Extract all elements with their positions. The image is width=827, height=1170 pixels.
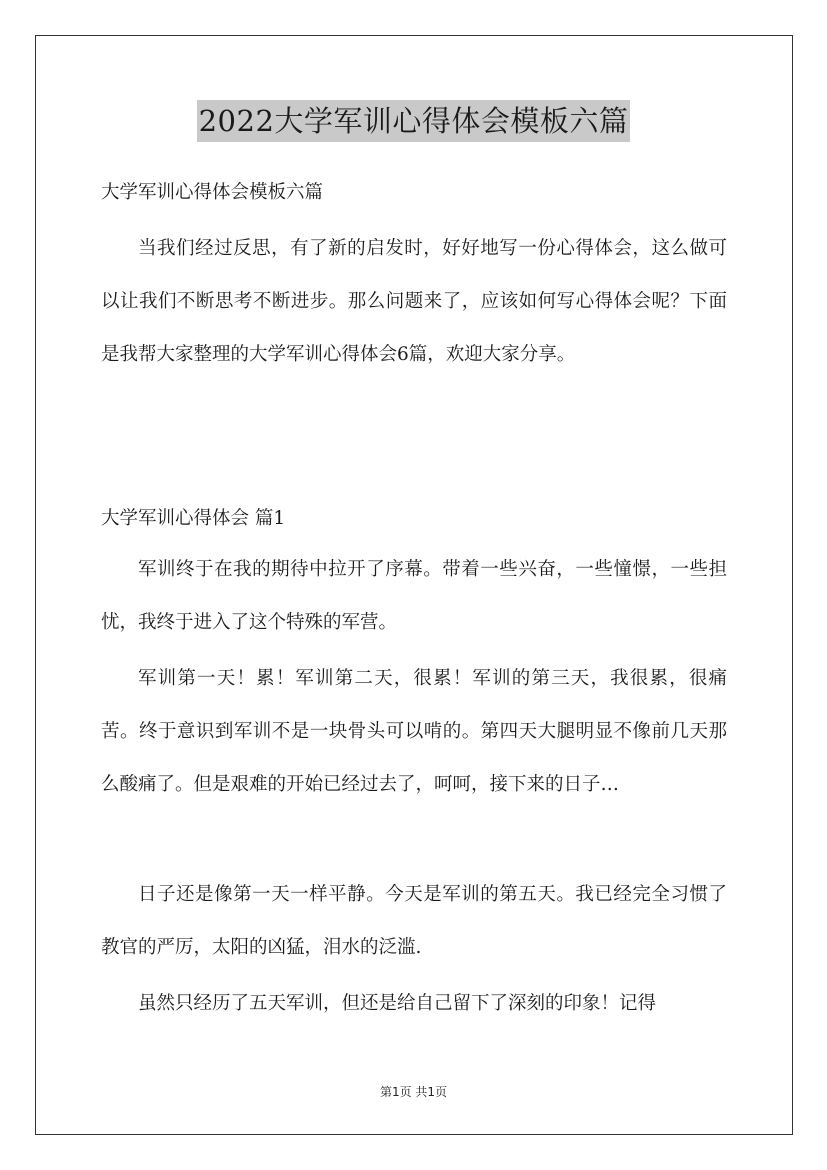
document-subtitle: 大学军训心得体会模板六篇	[101, 182, 324, 203]
section-heading: 大学军训心得体会 篇1	[101, 508, 286, 529]
body-paragraph-4: 虽然只经历了五天军训，但还是给自己留下了深刻的印象！记得	[138, 993, 657, 1014]
intro-paragraph: 当我们经过反思，有了新的启发时，好好地写一份心得体会，这么做可以让我们不断思考不断进步。那么问题来了，应该如何写心得体会呢？下面是我帮大家整理的大学军训心得体会6篇，欢迎大家分享。	[101, 238, 727, 365]
body-paragraph-2: 军训第一天！累！军训第二天，很累！军训的第三天，我很累，很痛苦。终于意识到军训不是一块骨头可以啃的。第四天大腿明显不像前几天那么酸痛了。但是艰难的开始已经过去了，呵呵，接下来的日子…	[101, 668, 727, 795]
page-number-label: 第1页 共1页	[379, 1085, 448, 1099]
body-paragraph-1: 军训终于在我的期待中拉开了序幕。带着一些兴奋，一些憧憬，一些担忧，我终于进入了这个特殊的军营。	[101, 559, 727, 633]
document-title: 2022大学军训心得体会模板六篇	[197, 100, 631, 142]
page-footer	[0, 1083, 827, 1100]
body-paragraph-3: 日子还是像第一天一样平静。今天是军训的第五天。我已经完全习惯了教官的严厉，太阳的凶猛，泪水的泛滥.	[101, 884, 727, 958]
title-container	[0, 100, 827, 142]
